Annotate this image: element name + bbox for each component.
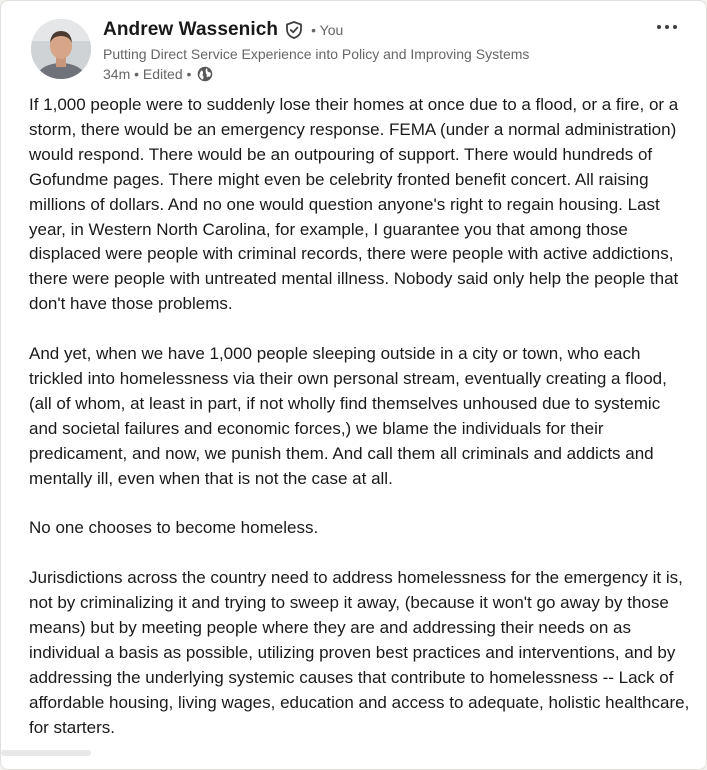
post-paragraph: And yet, when we have 1,000 people sleeping outside in a city or town, who each trickled into homelessness via their own personal stream, eventually creating a flood, (all of whom, at least in part, if not wholly find themselves unhoused due to systemic and societal failures and economic forces,) we blame the individuals for their predicament, and now, we punish them. And call them all criminals and addicts and mentally ill, even when that is not the case at all. [29, 344, 667, 488]
author-name[interactable]: Andrew Wassenich [103, 19, 279, 40]
post-meta [103, 65, 663, 83]
menu-dot [673, 25, 677, 29]
menu-dot [657, 25, 661, 29]
relation-label: • You [311, 22, 344, 38]
post-time: 34m • Edited • [103, 66, 192, 82]
more-options-icon[interactable] [649, 13, 685, 41]
post-header [103, 17, 663, 83]
post-paragraph: No one chooses to become homeless. [29, 518, 319, 538]
post-body [29, 93, 691, 765]
author-row [103, 17, 663, 43]
avatar[interactable] [31, 19, 91, 79]
post-paragraph: Jurisdictions across the country need to address homelessness for the emergency it is, not by criminalizing it and trying to sweep it away, (because it won't go away by those means) but by meeting people where they are and addressing their needs on as individual a basis as possible, utilizing proven best practices and interventions, and by addressing the underlying systemic causes that contribute to homelessness -- Lack of affordable housing, living wages, education and access to adequate, holistic healthcare, for starters. [29, 568, 690, 737]
verified-shield-icon [285, 21, 303, 39]
globe-icon [197, 66, 213, 82]
post-paragraph: If 1,000 people were to suddenly lose their homes at once due to a flood, or a fire, or a storm, there would be an emergency response. FEMA (under a normal administration) would respond. There would be an outpouring of support. There would hundreds of Gofundme pages. There might even be celebrity fronted benefit concert. All raising millions of dollars. And no one would question anyone's right to regain housing. Last year, in Western North Carolina, for example, I guarantee you that among those displaced were people with criminal records, there were people with active addictions, there were people with untreated mental illness. Nobody said only help the people that don't have those problems. [29, 95, 679, 314]
avatar-photo [31, 19, 91, 79]
scroll-indicator [1, 750, 91, 756]
author-headline: Putting Direct Service Experience into Policy and Improving Systems [103, 46, 530, 62]
menu-dot [665, 25, 669, 29]
